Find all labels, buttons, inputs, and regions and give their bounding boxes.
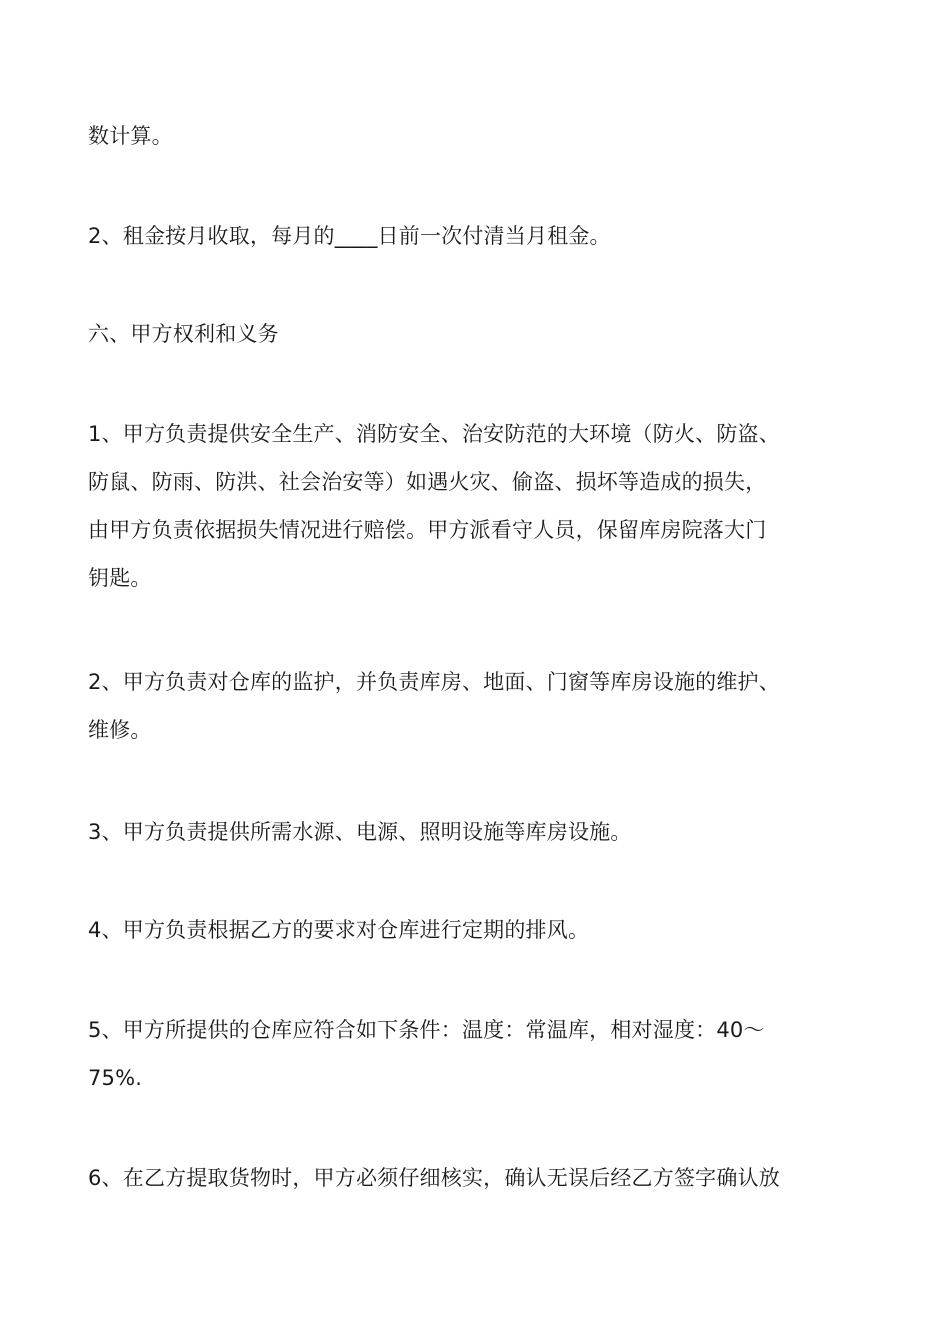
paragraph-item-5	[88, 1006, 868, 1102]
paragraph-rent-payment	[88, 212, 868, 260]
paragraph-item-1	[88, 410, 868, 602]
section-heading: 六、甲方权利和义务	[88, 322, 279, 346]
text-line: 维修。	[88, 718, 152, 742]
paragraph-item-2	[88, 658, 868, 754]
paragraph-item-6	[88, 1154, 868, 1202]
text-line: 由甲方负责依据损失情况进行赔偿。甲方派看守人员，保留库房院落大门	[88, 518, 767, 542]
text-line: 防鼠、防雨、防洪、社会治安等）如遇火灾、偷盗、损坏等造成的损失，	[88, 470, 767, 494]
text-line: 75%.	[88, 1066, 143, 1090]
paragraph-item-4	[88, 906, 868, 954]
text-line: 6、在乙方提取货物时，甲方必须仔细核实，确认无误后经乙方签字确认放	[88, 1166, 780, 1190]
paragraph-continuation	[88, 112, 868, 160]
text-line: 3、甲方负责提供所需水源、电源、照明设施等库房设施。	[88, 820, 632, 844]
text-line: 数计算。	[88, 124, 173, 148]
text-line: 钥匙。	[88, 566, 152, 590]
text-line: 5、甲方所提供的仓库应符合如下条件：温度：常温库，相对湿度：40～	[88, 1018, 765, 1042]
paragraph-item-3	[88, 808, 868, 856]
text-line: 2、甲方负责对仓库的监护，并负责库房、地面、门窗等库房设施的维护、	[88, 670, 780, 694]
text-line: 1、甲方负责提供安全生产、消防安全、治安防范的大环境（防火、防盗、	[88, 422, 780, 446]
section-heading-party-a-rights	[88, 310, 868, 358]
text-line: 4、甲方负责根据乙方的要求对仓库进行定期的排风。	[88, 918, 590, 942]
text-line: 2、租金按月收取，每月的____日前一次付清当月租金。	[88, 224, 611, 248]
